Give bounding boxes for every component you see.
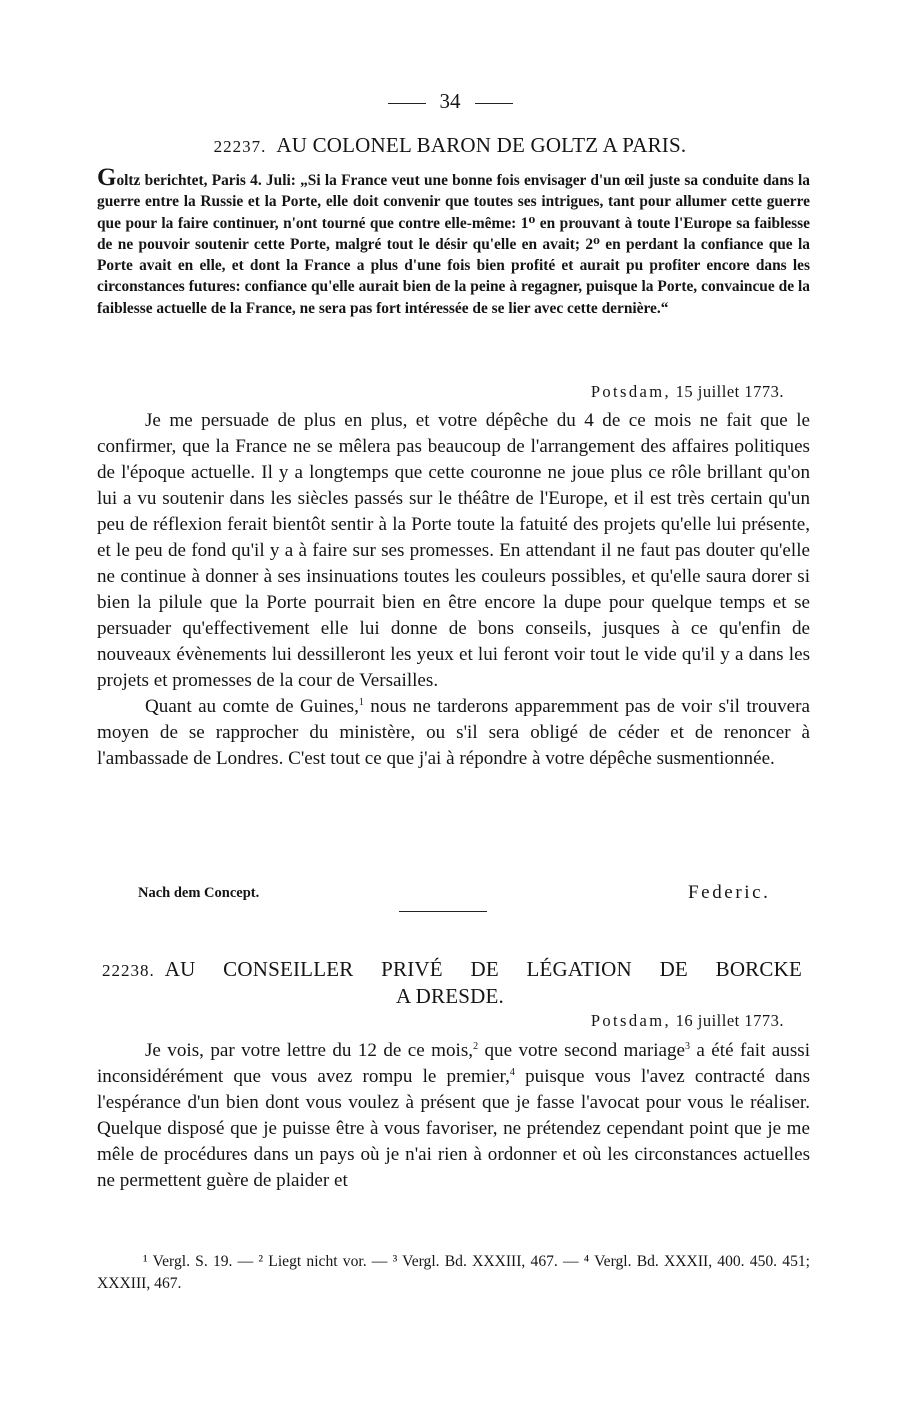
letter1-summary (97, 164, 810, 319)
letter2-number: 22238. (102, 961, 155, 980)
letter1-dateline (591, 381, 784, 403)
page-number-dash-left (388, 103, 426, 104)
letter2-body (97, 1038, 810, 1194)
summary-initial: G (97, 164, 117, 191)
letter2-date-place: Potsdam, (590, 1011, 671, 1030)
letter2-heading-line-2: A DRESDE. (396, 984, 504, 1008)
letter1-date-place: Potsdam, (590, 382, 671, 401)
letter2-text-c: a été fait aussi inconsidérément que vous avez rompu le premier, (97, 1040, 811, 1087)
page-number (0, 88, 900, 114)
letter1-signature: Federic. (688, 882, 771, 903)
letter1-body (97, 408, 810, 772)
letter2-paragraph-1 (97, 1038, 810, 1194)
letter2-text-d: puisque vous l'avez contracté dans l'espérance d'un bien dont vous voulez à présent que je fasse l'avocat pour vous le réaliser. Quelque disposé que je puisse être à vous favoriser, ne prétendez cependant point que je me mêle de procédures dans un pays où je n'ai rien à ordonner et où les circonstances actuelles ne permettent guère de plaider et (97, 1066, 810, 1191)
letter2-heading-line-1 (102, 956, 802, 984)
footnotes (97, 1251, 810, 1295)
letter1-title: AU COLONEL BARON DE GOLTZ A PARIS. (276, 133, 687, 157)
page-number-dash-right (475, 103, 513, 104)
footnote-ref-2: 2 (473, 1041, 479, 1052)
footnote-ref-3: 3 (685, 1041, 691, 1052)
letter1-paragraph-1: Je me persuade de plus en plus, et votre dépêche du 4 de ce mois ne fait que le confirmer, que la France ne se mêlera pas beaucoup de l'arrangement des affaires politiques de l'époque actuelle. Il y a longtemps que cette couronne ne joue plus ce rôle brillant qu'on lui a vu soutenir dans les siècles passés sur le théâtre de l'Europe, et il est très certain qu'un peu de réflexion ferait bientôt sentir à la Porte toute la fatuité des projets qu'elle lui présente, et le peu de fond qu'il y a à faire sur ses promesses. En attendant il ne faut pas douter qu'elle ne continue à donner à ses insinuations toutes les couleurs possibles, et qu'elle saura dorer si bien la pilule que la Porte pourrait bien en être encore la dupe pour quelque temps et se persuader qu'effectivement elle lui donne de bons conseils, jusques à ce qu'enfin de nouveaux évènements lui dessilleront les yeux et lui feront voir tout le vide qu'il y a dans les projets et promesses de la cour de Versailles. (97, 410, 810, 691)
letter2-text-a: Je vois, par votre lettre du 12 de ce mois, (145, 1040, 474, 1061)
summary-text: oltz berichtet, Paris 4. Juli: „Si la France veut une bonne fois envisager d'un œil juste sa conduite dans la guerre entre la Russie et la Porte, elle doit convenir que toutes ses intrigues, tant pour allumer cette guerre que pour la faire continuer, n'ont tourné que contre elle-même: 1⁰ en prouvant à toute l'Europe sa faiblesse de ne pouvoir soutenir cette Porte, malgré tout le désir qu'elle en avait; 2⁰ en perdant la confiance que la Porte avait en elle, et dont la France a plus d'une fois bien profité et aurait pu profiter encore dans les circonstances futures: confiance qu'elle aurait bien de la peine à regagner, puisque la Porte, convaincue de la faiblesse actuelle de la France, ne sera pas fort intéressée de se lier avec cette dernière.“ (97, 172, 810, 317)
footnote-ref-1: 1 (358, 697, 364, 708)
letter1-heading (100, 132, 800, 160)
letter1-date: 15 juillet 1773. (675, 382, 784, 401)
letter1-paragraph-2-start: Quant au comte de Guines, (145, 696, 359, 717)
letter1-source-note: Nach dem Concept. (138, 885, 260, 901)
letter2-title-line-1: AU CONSEILLER PRIVÉ DE LÉGATION DE BORCKE (164, 957, 802, 981)
footnotes-text: ¹ Vergl. S. 19. — ² Liegt nicht vor. — ³ Vergl. Bd. XXXIII, 467. — ⁴ Vergl. Bd. XXXII, 400. 450. 451; XXXIII, 467. (97, 1253, 810, 1292)
footnote-ref-4: 4 (509, 1067, 515, 1078)
letter1-paragraph-2-end: nous ne tarderons apparemment pas de voir s'il trouvera moyen de se rapprocher du ministère, ou s'il sera obligé de céder et de renoncer à l'ambassade de Londres. C'est tout ce que j'ai à répondre à votre dépêche susmentionnée. (97, 696, 810, 769)
letter2-date: 16 juillet 1773. (675, 1011, 784, 1030)
section-divider (399, 911, 487, 912)
letter2-dateline (591, 1010, 784, 1032)
letter2-text-b: que votre second mariage (478, 1040, 686, 1061)
letter1-paragraph-2 (97, 694, 810, 772)
page-number-text: 34 (439, 89, 461, 113)
letter1-number: 22237. (213, 137, 267, 156)
